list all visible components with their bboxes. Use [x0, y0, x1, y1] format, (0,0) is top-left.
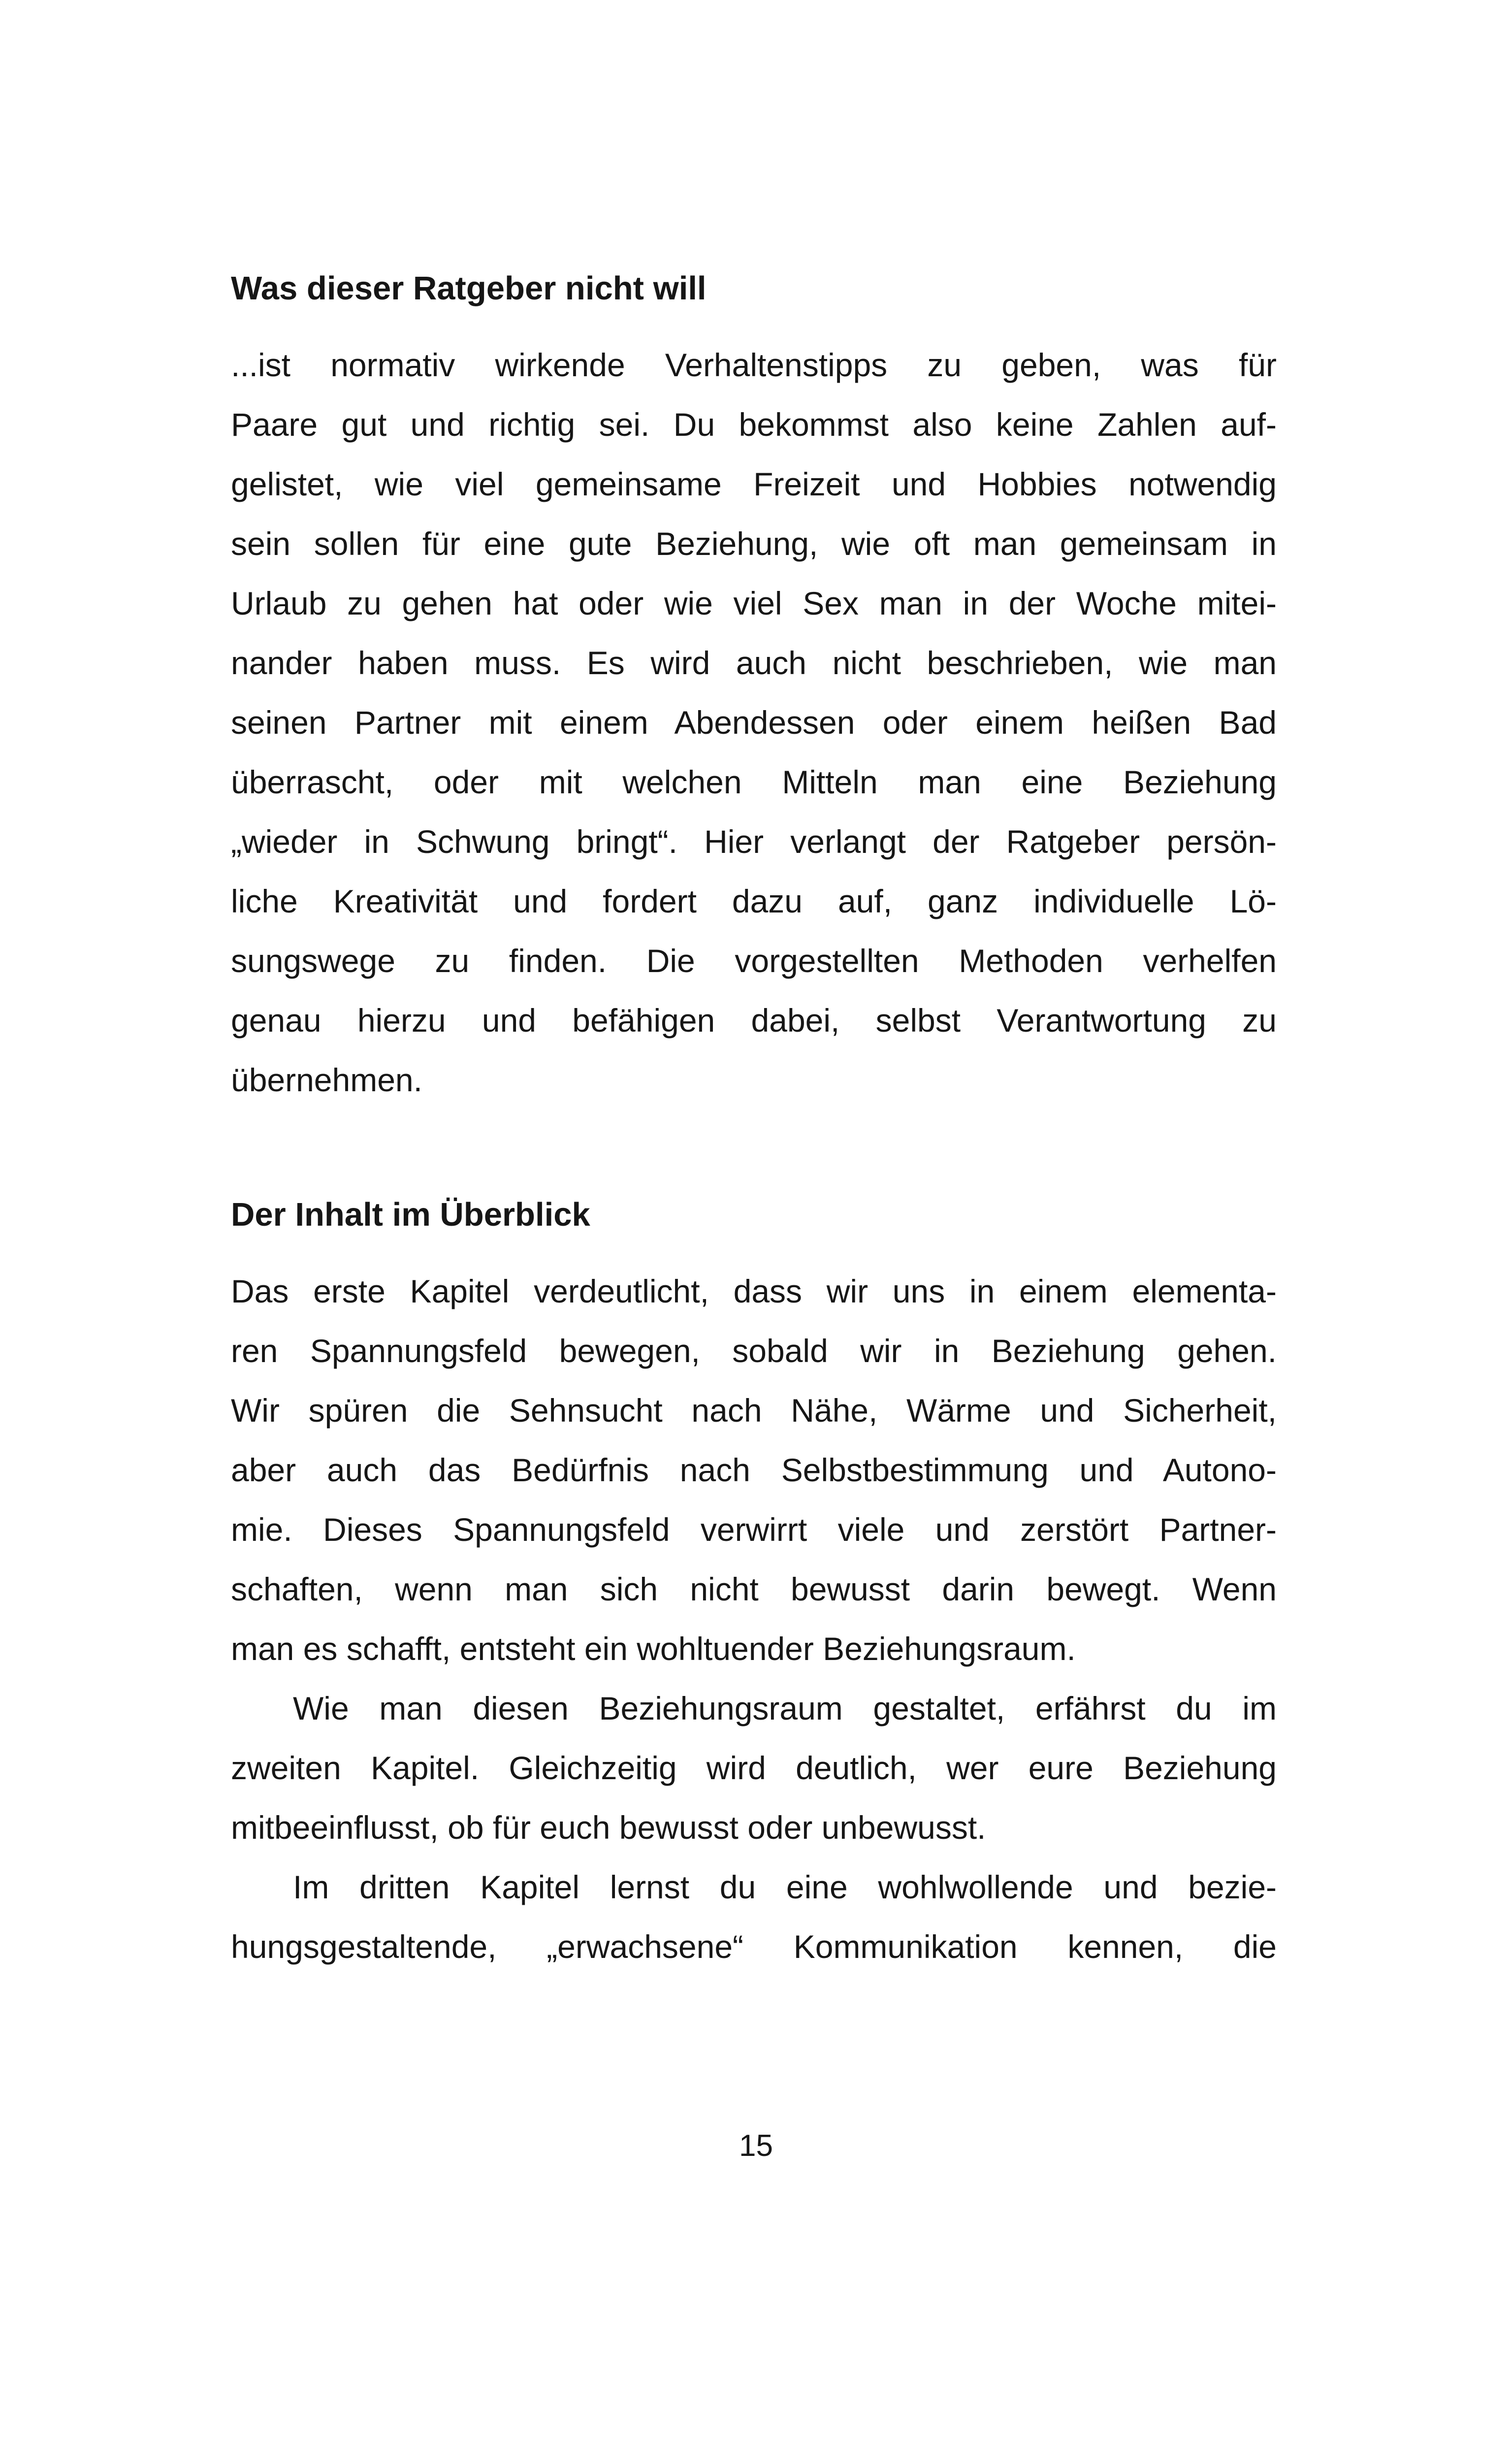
text-line: Im dritten Kapitel lernst du eine wohlwollende und bezie-	[293, 1869, 1277, 1905]
text-line: Wie man diesen Beziehungsraum gestaltet, erfährst du im	[293, 1690, 1277, 1726]
text-line: liche Kreativität und fordert dazu auf, ganz individuelle Lö-	[231, 883, 1277, 919]
text-line: Paare gut und richtig sei. Du bekommst also keine Zahlen auf-	[231, 406, 1277, 443]
text-line: sungswege zu finden. Die vorgestellten Methoden verhelfen	[231, 943, 1277, 979]
text-line: Wir spüren die Sehnsucht nach Nähe, Wärme und Sicherheit,	[231, 1392, 1277, 1429]
page-number: 15	[739, 2129, 773, 2163]
text-line: mitbeeinflusst, ob für euch bewusst oder unbewusst.	[231, 1809, 986, 1846]
paragraph-chapter-three	[231, 1857, 1277, 1977]
text-line: übernehmen.	[231, 1062, 422, 1098]
section-heading-what-this-guide-does-not-want: Was dieser Ratgeber nicht will	[231, 270, 707, 307]
text-line: seinen Partner mit einem Abendessen oder einem heißen Bad	[231, 704, 1277, 741]
text-line: nander haben muss. Es wird auch nicht beschrieben, wie man	[231, 645, 1277, 681]
text-line: aber auch das Bedürfnis nach Selbstbestimmung und Autono-	[231, 1452, 1277, 1488]
text-line: mie. Dieses Spannungsfeld verwirrt viele und zerstört Partner-	[231, 1511, 1277, 1548]
paragraph-chapter-two	[231, 1679, 1277, 1857]
text-line: Das erste Kapitel verdeutlicht, dass wir uns in einem elementa-	[231, 1273, 1277, 1309]
text-line: gelistet, wie viel gemeinsame Freizeit und Hobbies notwendig	[231, 466, 1277, 502]
text-line: schaften, wenn man sich nicht bewusst darin bewegt. Wenn	[231, 1571, 1277, 1607]
text-line: „wieder in Schwung bringt“. Hier verlangt der Ratgeber persön-	[231, 823, 1277, 860]
text-block	[231, 259, 1277, 1977]
paragraph-intro	[231, 335, 1277, 1110]
text-line: man es schafft, entsteht ein wohltuender Beziehungsraum.	[231, 1630, 1076, 1667]
text-line: genau hierzu und befähigen dabei, selbst Verantwortung zu	[231, 1002, 1277, 1039]
text-line: ...ist normativ wirkende Verhaltenstipps zu geben, was für	[231, 347, 1277, 383]
text-line: überrascht, oder mit welchen Mitteln man eine Beziehung	[231, 764, 1277, 800]
text-line: hungsgestaltende, „erwachsene“ Kommunikation kennen, die	[231, 1928, 1277, 1965]
section-heading-content-overview: Der Inhalt im Überblick	[231, 1196, 590, 1233]
paragraph-chapter-one	[231, 1262, 1277, 1679]
text-line: zweiten Kapitel. Gleichzeitig wird deutlich, wer eure Beziehung	[231, 1750, 1277, 1786]
text-line: ren Spannungsfeld bewegen, sobald wir in Beziehung gehen.	[231, 1333, 1277, 1369]
text-line: Urlaub zu gehen hat oder wie viel Sex man in der Woche mitei-	[231, 585, 1277, 621]
text-line: sein sollen für eine gute Beziehung, wie oft man gemeinsam in	[231, 525, 1277, 562]
